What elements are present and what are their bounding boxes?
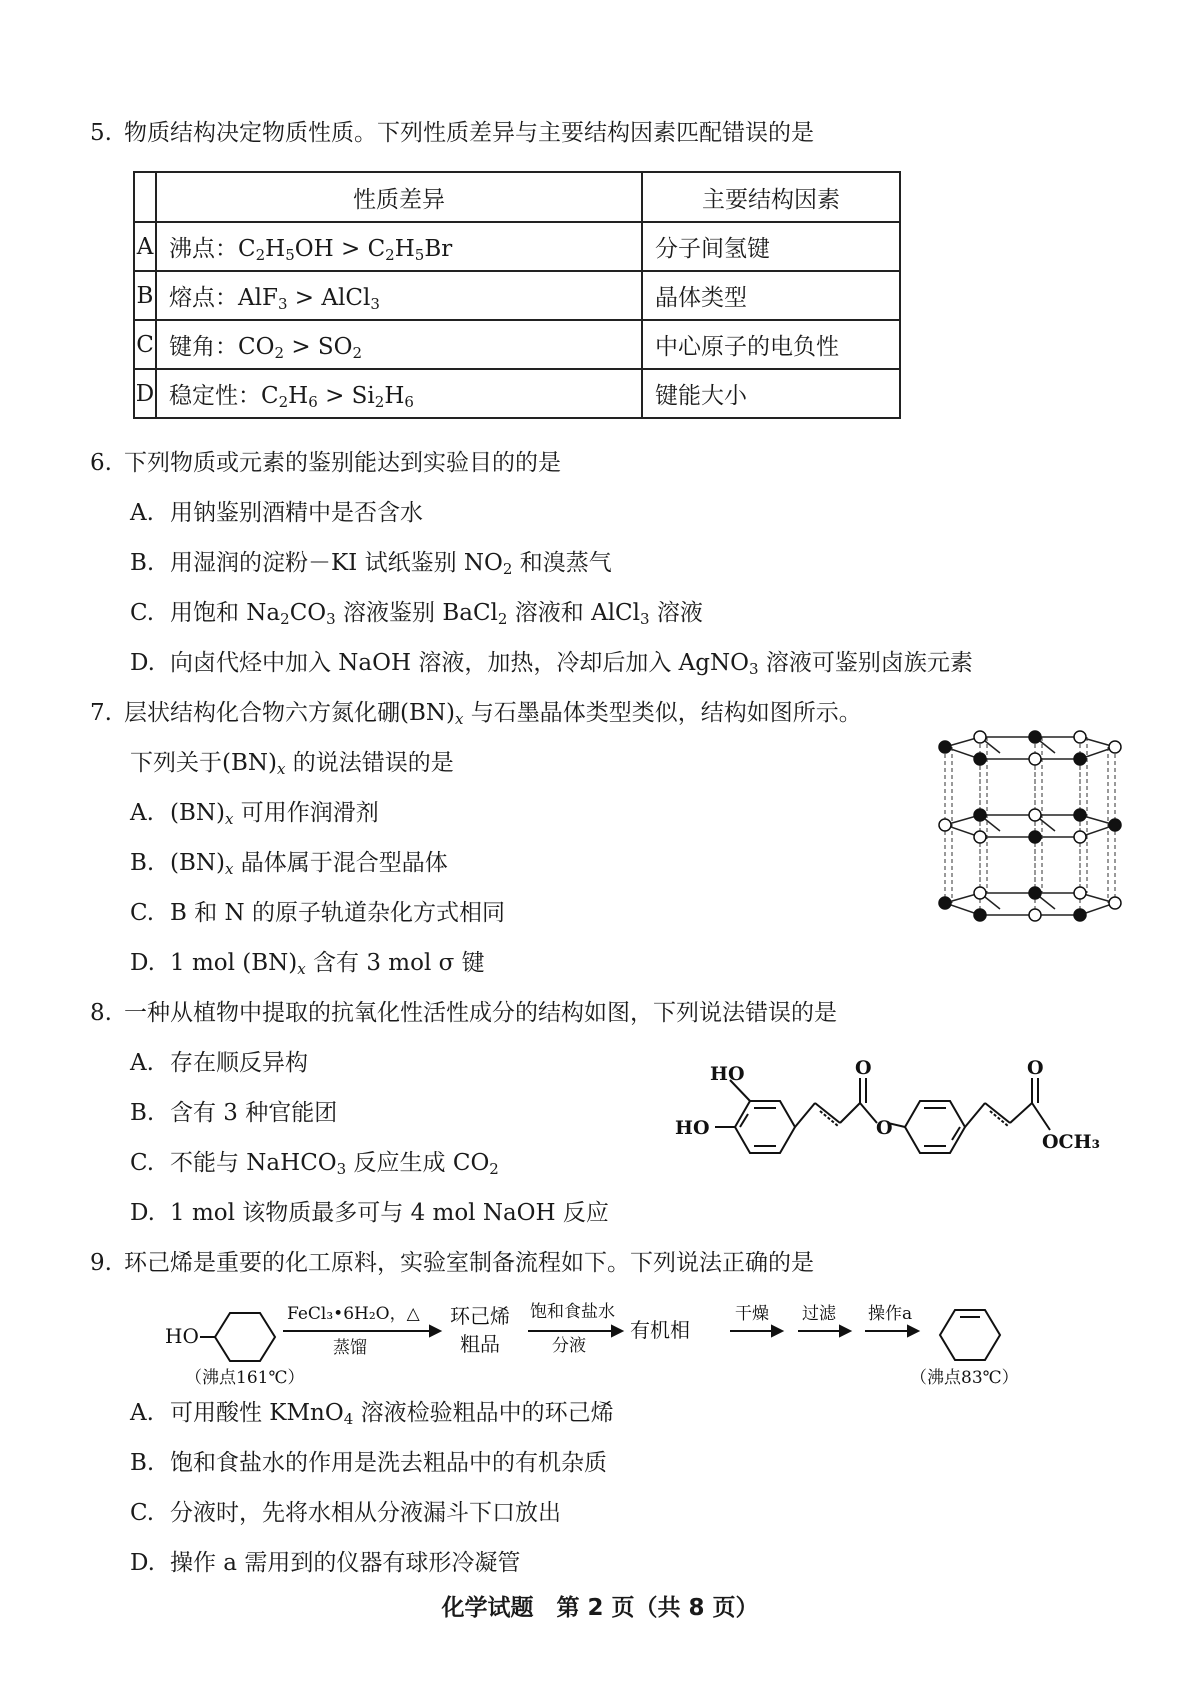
question-text: 下列物质或元素的鉴别能达到实验目的的是 — [124, 450, 561, 476]
row-factor: 键能大小 — [642, 369, 900, 418]
row-property: 沸点：$C_2H_5OH > C_2H_5Br$ — [156, 222, 642, 271]
q8-option-a: A. 存在顺反异构 — [130, 1050, 308, 1076]
row-factor: 分子间氢键 — [642, 222, 900, 271]
table-row — [134, 369, 900, 418]
operation-a-label: 操作a — [868, 1304, 913, 1324]
carbonyl-o-label: O — [855, 1058, 872, 1079]
page-footer: 化学试题 第 2 页（共 8 页） — [441, 1595, 759, 1621]
question-number: 7. — [90, 700, 112, 726]
q9-option-b: B. 饱和食盐水的作用是洗去粗品中的有机杂质 — [130, 1450, 607, 1476]
q8-molecule-structure — [670, 1058, 1130, 1188]
organic-phase-label: 有机相 — [630, 1318, 690, 1342]
row-letter: B — [134, 271, 156, 320]
q7-option-c: C. B 和 N 的原子轨道杂化方式相同 — [130, 900, 505, 926]
question-number: 9. — [90, 1250, 112, 1276]
question-5-stem — [90, 118, 814, 148]
q9-option-c: C. 分液时，先将水相从分液漏斗下口放出 — [130, 1500, 561, 1526]
row-factor: 晶体类型 — [642, 271, 900, 320]
q9-option-a: A. 可用酸性 KMnO$_4$ 溶液检验粗品中的环己烯 — [130, 1400, 614, 1428]
row-property: 键角：$CO_2 > SO_2$ — [156, 320, 642, 369]
filter-label: 过滤 — [802, 1304, 836, 1324]
table-header-row — [134, 172, 900, 222]
row-factor: 中心原子的电负性 — [642, 320, 900, 369]
distill-label: 蒸馏 — [333, 1338, 367, 1358]
q8-option-c: C. 不能与 NaHCO$_3$ 反应生成 $CO_2$ — [130, 1150, 499, 1178]
och3-label: OCH₃ — [1042, 1131, 1100, 1153]
table-row — [134, 271, 900, 320]
wash-label: 饱和食盐水 — [530, 1302, 615, 1322]
q9-option-d: D. 操作 a 需用到的仪器有球形冷凝管 — [130, 1550, 521, 1576]
question-8-stem — [90, 998, 837, 1028]
ester-o-label: O — [876, 1117, 893, 1139]
question-number: 5. — [90, 120, 112, 146]
crude-label: 粗品 — [460, 1332, 500, 1356]
question-7-stem — [90, 698, 862, 728]
bp-label: （沸点83℃） — [910, 1368, 1019, 1388]
ho-label: HO — [165, 1324, 199, 1348]
ho-label: HO — [710, 1063, 745, 1085]
header-factor: 主要结构因素 — [642, 172, 900, 222]
crude-label: 环己烯 — [450, 1304, 510, 1328]
bp-label: （沸点161℃） — [185, 1368, 305, 1388]
question-number: 8. — [90, 1000, 112, 1026]
question-9-stem — [90, 1248, 814, 1278]
carbonyl-o-label: O — [1027, 1058, 1044, 1079]
row-letter: A — [134, 222, 156, 271]
q7-option-d: D. 1 mol $(BN)_x$ 含有 3 mol σ 键 — [130, 950, 485, 978]
row-letter: C — [134, 320, 156, 369]
question-text: 物质结构决定物质性质。下列性质差异与主要结构因素匹配错误的是 — [124, 120, 814, 146]
q8-option-b: B. 含有 3 种官能团 — [130, 1100, 338, 1126]
q6-option-c: C. 用饱和 $Na_2CO_3$ 溶液鉴别 BaCl$_2$ 溶液和 AlCl$_3$ 溶液 — [130, 600, 703, 628]
dry-label: 干燥 — [735, 1304, 769, 1324]
row-property: 熔点：AlF$_3$ > AlCl$_3$ — [156, 271, 642, 320]
q9-flow-diagram — [150, 1295, 1050, 1395]
ho-label: HO — [675, 1117, 710, 1139]
question-6-stem — [90, 448, 561, 478]
q6-option-d: D. 向卤代烃中加入 NaOH 溶液，加热，冷却后加入 AgNO$_3$ 溶液可鉴别卤族元素 — [130, 650, 973, 678]
table-row — [134, 222, 900, 271]
question-7-stem-line2: 下列关于$(BN)_x$ 的说法错误的是 — [130, 750, 454, 778]
table-row — [134, 320, 900, 369]
question-text: 环己烯是重要的化工原料，实验室制备流程如下。下列说法正确的是 — [124, 1250, 814, 1276]
q7-option-b: B. $(BN)_x$ 晶体属于混合型晶体 — [130, 850, 448, 878]
row-letter: D — [134, 369, 156, 418]
q8-option-d: D. 1 mol 该物质最多可与 4 mol NaOH 反应 — [130, 1200, 609, 1226]
q7-option-a: A. $(BN)_x$ 可用作润滑剂 — [130, 800, 379, 828]
q6-option-a: A. 用钠鉴别酒精中是否含水 — [130, 500, 423, 526]
row-property: 稳定性：$C_2H_6 > Si_2H_6$ — [156, 369, 642, 418]
q5-table — [133, 171, 901, 419]
bn-layered-structure-figure — [930, 725, 1130, 940]
separate-label: 分液 — [552, 1336, 586, 1356]
q6-option-b: B. 用湿润的淀粉－KI 试纸鉴别 $NO_2$ 和溴蒸气 — [130, 550, 612, 578]
reagent-label: FeCl₃•6H₂O，△ — [287, 1304, 420, 1324]
question-text: 一种从植物中提取的抗氧化性活性成分的结构如图，下列说法错误的是 — [124, 1000, 837, 1026]
header-property: 性质差异 — [156, 172, 642, 222]
question-text: 层状结构化合物六方氮化硼$(BN)_x$ 与石墨晶体类型类似，结构如图所示。 — [124, 700, 862, 728]
question-number: 6. — [90, 450, 112, 476]
